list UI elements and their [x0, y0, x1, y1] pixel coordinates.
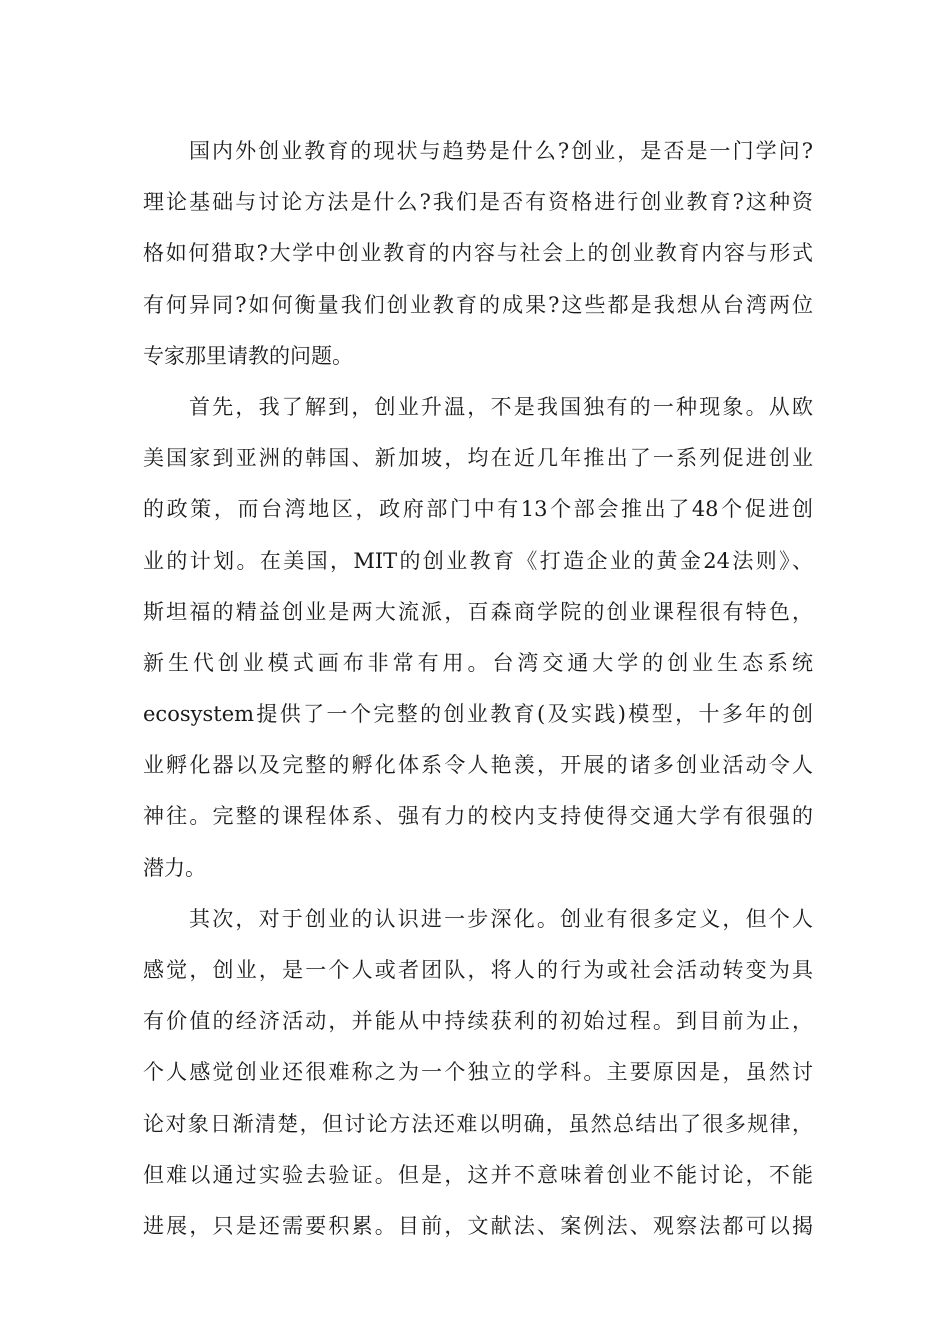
paragraph-1-line-3: 格如何猎取?大学中创业教育的内容与社会上的创业教育内容与形式 [143, 241, 813, 266]
paragraph-2-line-8: 业孵化器以及完整的孵化体系令人艳羡，开展的诸多创业活动令人 [143, 753, 813, 778]
paragraph-3-line-6: 但难以通过实验去验证。但是，这并不意味着创业不能讨论，不能 [143, 1162, 813, 1187]
paragraph-3-line-2: 感觉，创业，是一个人或者团队，将人的行为或社会活动转变为具 [143, 958, 813, 982]
paragraph-2-line-7: ecosystem提供了一个完整的创业教育(及实践)模型，十多年的创 [143, 702, 813, 727]
paragraph-2-line-2: 美国家到亚洲的韩国、新加坡，均在近几年推出了一系列促进创业 [143, 446, 813, 471]
paragraph-2-line-3: 的政策，而台湾地区，政府部门中有13个部会推出了48个促进创 [143, 497, 813, 522]
paragraph-3-line-7: 进展，只是还需要积累。目前，文献法、案例法、观察法都可以揭 [143, 1213, 813, 1238]
paragraph-3-line-5: 论对象日渐清楚，但讨论方法还难以明确，虽然总结出了很多规律， [143, 1111, 813, 1136]
paragraph-1-line-5: 专家那里请教的问题。 [143, 343, 353, 368]
paragraph-2-line-5: 斯坦福的精益创业是两大流派，百森商学院的创业课程很有特色， [143, 599, 813, 624]
paragraph-3-line-1: 其次，对于创业的认识进一步深化。创业有很多定义，但个人 [189, 906, 813, 931]
paragraph-2-line-9: 神往。完整的课程体系、强有力的校内支持使得交通大学有很强的 [143, 804, 813, 829]
paragraph-1-line-1: 国内外创业教育的现状与趋势是什么?创业，是否是一门学问? [189, 139, 813, 163]
paragraph-2-line-6: 新生代创业模式画布非常有用。台湾交通大学的创业生态系统 [143, 650, 813, 675]
paragraph-1-line-4: 有何异同?如何衡量我们创业教育的成果?这些都是我想从台湾两位 [143, 292, 813, 317]
body-text [143, 126, 813, 1252]
paragraph-3-line-3: 有价值的经济活动，并能从中持续获利的初始过程。到目前为止， [143, 1009, 813, 1034]
paragraph-1-line-2: 理论基础与讨论方法是什么?我们是否有资格进行创业教育?这种资 [143, 190, 813, 215]
paragraph-3-line-4: 个人感觉创业还很难称之为一个独立的学科。主要原因是，虽然讨 [143, 1060, 813, 1085]
paragraph-2-line-1: 首先，我了解到，创业升温，不是我国独有的一种现象。从欧 [189, 394, 813, 419]
paragraph-2-line-10: 潜力。 [143, 855, 206, 880]
paragraph-2-line-4: 业的计划。在美国，MIT的创业教育《打造企业的黄金24法则》、 [143, 548, 813, 573]
